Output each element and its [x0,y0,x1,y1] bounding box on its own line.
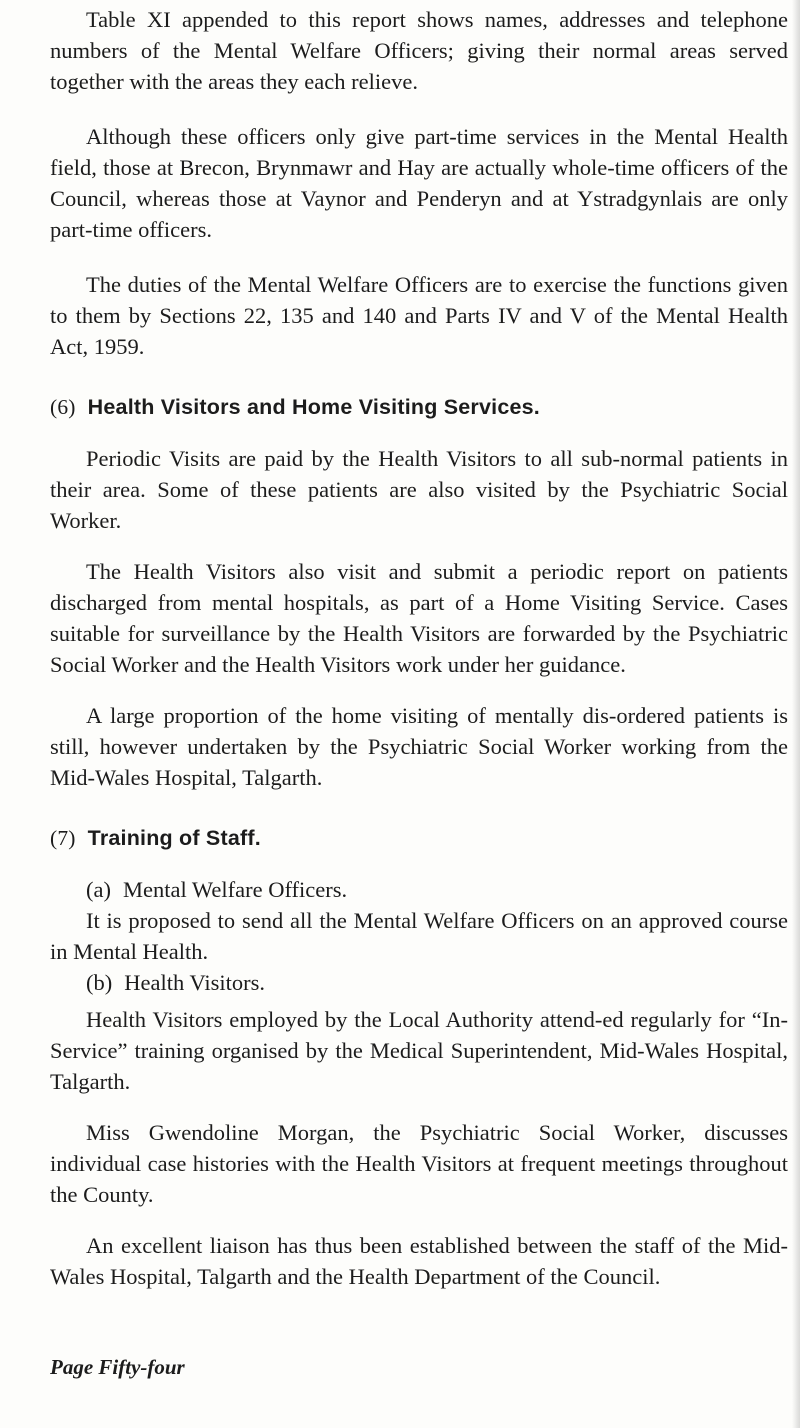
subsection-label: (a) [86,877,111,902]
paragraph-psychiatric-social-worker: Miss Gwendoline Morgan, the Psychiatric Social Worker, discusses individual case histories with the Health Visitors at frequent meetings throughout the County. [50,1120,788,1207]
section-number: (6) [50,395,76,419]
section-title: Health Visitors and Home Visiting Services. [87,395,540,419]
section-number: (7) [50,826,76,850]
paragraph-approved-course: It is proposed to send all the Mental Welfare Officers on an approved course in Mental Health. [50,908,788,964]
section-heading-health-visitors [50,392,788,423]
paragraph-in-service-training: Health Visitors employed by the Local Authority attend-ed regularly for “In-Service” training organised by the Medical Superintendent, Mid-Wales Hospital, Talgarth. [50,1007,788,1094]
page-edge-shadow [792,0,800,1428]
section-title: Training of Staff. [87,826,261,850]
subsection-title: Mental Welfare Officers. [122,877,348,902]
page-content [50,4,788,1292]
paragraph-periodic-visits: Periodic Visits are paid by the Health Visitors to all sub-normal patients in their area. Some of these patients are also visited by the Psychiatric Social Worker. [50,446,788,533]
paragraph-officers-part-time: Although these officers only give part-time services in the Mental Health field, those at Brecon, Brynmawr and Hay are actually whole-time officers of the Council, whereas those at Vaynor and Penderyn and at Ystradgynlais are only part-time officers. [50,124,788,242]
page-number-footer: Page Fifty-four [50,1355,185,1379]
paragraph-liaison: An excellent liaison has thus been established between the staff of the Mid-Wales Hospital, Talgarth and the Health Department of the Council. [50,1233,788,1289]
subheading-mental-welfare-officers [50,874,788,905]
paragraph-large-proportion: A large proportion of the home visiting of mentally dis-ordered patients is still, however undertaken by the Psychiatric Social Worker working from the Mid-Wales Hospital, Talgarth. [50,703,788,790]
paragraph-home-visiting-service: The Health Visitors also visit and submit a periodic report on patients discharged from mental hospitals, as part of a Home Visiting Service. Cases suitable for surveillance by the Health Visitors are forwarded by the Psychiatric Social Worker and the Health Visitors work under her guidance. [50,559,788,677]
paragraph-duties: The duties of the Mental Welfare Officers are to exercise the functions given to them by Sections 22, 135 and 140 and Parts IV and V of the Mental Health Act, 1959. [50,272,788,359]
paragraph-table-xi: Table XI appended to this report shows names, addresses and telephone numbers of the Mental Welfare Officers; giving their normal areas served together with the areas they each relieve. [50,7,788,94]
subsection-title: Health Visitors. [124,970,265,995]
subheading-health-visitors [50,967,788,998]
section-heading-training [50,823,788,854]
subsection-label: (b) [86,970,113,995]
